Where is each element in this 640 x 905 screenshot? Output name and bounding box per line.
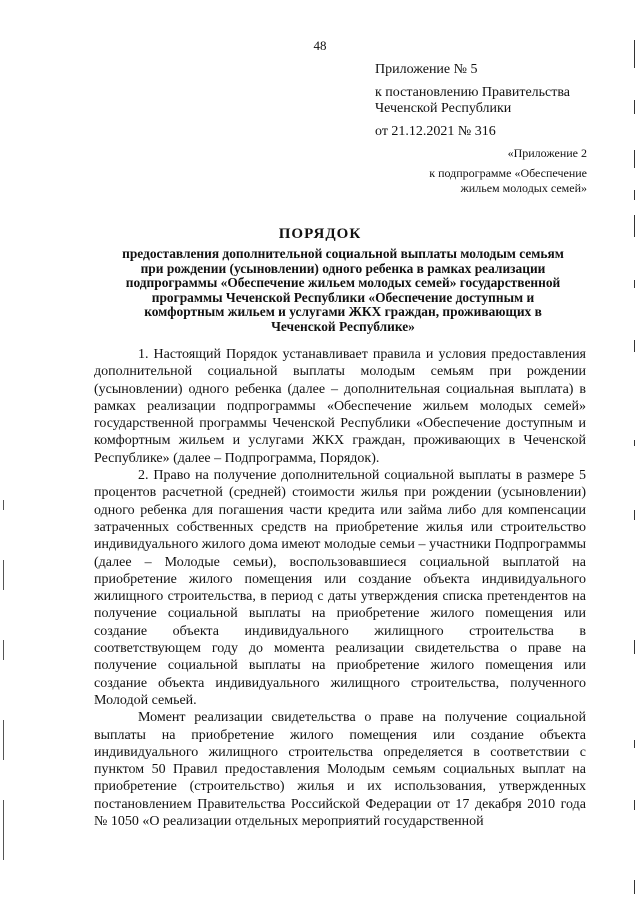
appendix-ref-line: Чеченской Республики [375, 101, 512, 116]
subtitle-line: программы Чеченской Республики «Обеспечение доступным и [151, 289, 535, 305]
document-body [94, 346, 586, 830]
appendix-ref-line: к постановлению Правительства [375, 84, 571, 100]
appendix-date: от 21.12.2021 № 316 [375, 123, 496, 139]
paragraph-3: Момент реализации свидетельства о праве на получение социальной выплаты на приобретение жилого помещения или создание объекта индивидуального жилищного строительства определяется в соответствии с пунктом 50 Правил предоставления Молодым семьям социальных выплат на приобретение (строительство) жилья и их использования, утвержденных постановлением Правительства Российской Федерации от 17 декабря 2010 года № 1050 «О реализации отдельных мероприятий государственной [94, 710, 586, 830]
subtitle-line: Чеченской Республике» [271, 318, 415, 334]
document-title: ПОРЯДОК [278, 226, 362, 242]
subtitle-line: при рождении (усыновлении) одного ребенка в рамках реализации [140, 260, 546, 276]
page-number: 48 [313, 38, 327, 53]
sub-appendix-title: «Приложение 2 [507, 146, 587, 160]
appendix-header [375, 62, 635, 140]
subtitle-line: комфортным жильем и услугами ЖКХ граждан, проживающих в [144, 304, 542, 320]
sub-appendix-ref-line: к подпрограмме «Обеспечение [429, 166, 587, 180]
sub-appendix-header [395, 146, 587, 196]
paragraph-2: 2. Право на получение дополнительной социальной выплаты в размере 5 процентов расчетной (средней) стоимости жилья при рождении (усыновлении) одного ребенка для погашения части кредита или займа либо для компенсации затраченных собственных средств на приобретение жилья или строительство индивидуального жилого дома имеют молодые семьи – участники Подпрограммы (далее – Молодые семьи), воспользовавшиеся социальной выплатой на приобретение жилого помещения или создание объекта индивидуального жилищного строительства, в период с даты утверждения списка претендентов на получение социальной выплаты на приобретение жилого помещения или создание объекта индивидуального жилищного строительства в соответствующем году до момента реализации свидетельства о праве на получение социальной выплаты на приобретение жилого помещения или создание объекта индивидуального жилищного строительства, полученного Молодой семьей. [94, 468, 586, 708]
scan-edge-artifacts [632, 40, 638, 900]
document-subtitle [94, 247, 592, 335]
scan-left-edge-artifacts [2, 500, 6, 900]
appendix-title: Приложение № 5 [375, 62, 478, 77]
subtitle-line: подпрограммы «Обеспечение жильем молодых семей» государственной [125, 275, 561, 291]
paragraph-1: 1. Настоящий Порядок устанавливает правила и условия предоставления дополнительной социальной выплаты молодым семьям при рождении (усыновлении) одного ребенка (далее – дополнительная социальная выплата) в рамках реализации подпрограммы «Обеспечение жильем молодых семей» государственной программы Чеченской Республики «Обеспечение доступным и комфортным жильем и услугами ЖКХ граждан, проживающих в Чеченской Республике» (далее – Подпрограмма, Порядок). [94, 347, 586, 466]
subtitle-line: предоставления дополнительной социальной выплаты молодым семьям [122, 246, 564, 261]
sub-appendix-ref-line: жильем молодых семей» [460, 181, 587, 195]
